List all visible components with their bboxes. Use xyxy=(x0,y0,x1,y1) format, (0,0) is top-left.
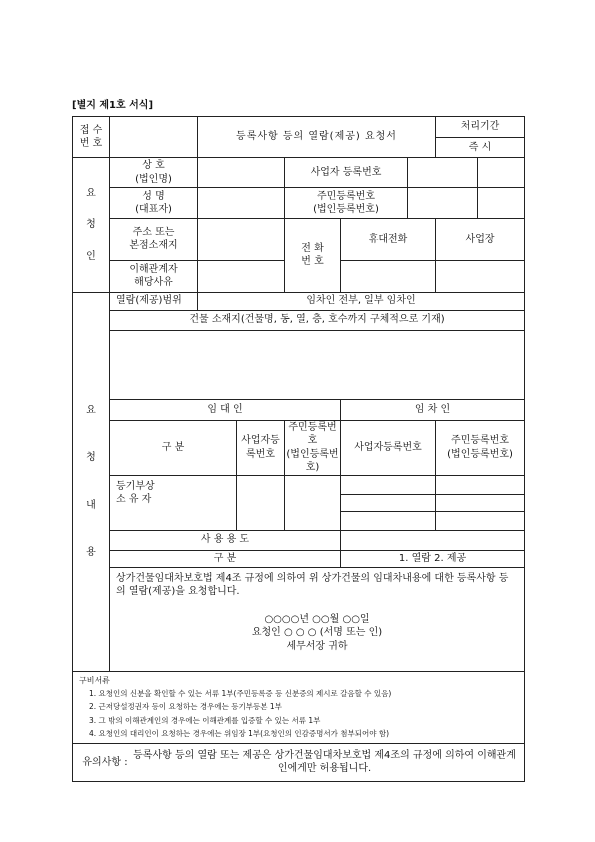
statement-date: ○○○○년 ○○월 ○○일 xyxy=(264,613,370,625)
name-field[interactable] xyxy=(198,188,285,219)
lessee-biz-reg-no-field-3[interactable] xyxy=(341,511,436,530)
registered-owner-line1: 등기부상 xyxy=(116,480,155,492)
receipt-no-label-line2: 번 호 xyxy=(79,138,103,149)
notice-label: 유의사항 : xyxy=(82,756,128,768)
building-location-label: 건물 소재지(건물명, 동, 열, 층, 호수까지 구체적으로 기재) xyxy=(110,310,525,330)
required-documents xyxy=(73,671,525,743)
receipt-no-field[interactable] xyxy=(110,117,198,158)
business-place-label: 사업장 xyxy=(436,219,525,261)
requester-section-label xyxy=(73,158,110,293)
name-line1: 성 명 xyxy=(142,190,165,202)
phone-label xyxy=(285,219,341,293)
lessee-res-reg-no-field-3[interactable] xyxy=(436,511,525,530)
usage-label: 사 용 용 도 xyxy=(110,530,341,550)
business-reg-no-field[interactable] xyxy=(408,158,478,188)
mobile-label: 휴대전화 xyxy=(341,219,436,261)
requester-char-3: 인 xyxy=(86,250,96,262)
registered-owner-line2: 소 유 자 xyxy=(116,494,152,505)
form-label: [별지 제1호 서식] xyxy=(72,100,154,111)
phone-line1: 전 화 xyxy=(301,242,324,254)
required-document-item: 1. 요청인의 신분을 확인할 수 있는 서류 1부(주민등록증 등 신분증의 제시로 갈음할 수 있음) xyxy=(89,689,392,699)
requester-char-1: 요 xyxy=(86,187,96,199)
lessee-biz-reg-no-header: 사업자등록번호 xyxy=(341,420,436,475)
statement-addressee: 세무서장 귀하 xyxy=(286,640,348,652)
required-document-item: 4. 요청인의 대리인이 요청하는 경우에는 위임장 1부(요청인의 인감증명서가 첨부되어야 함) xyxy=(89,728,390,738)
address-line1: 주소 또는 xyxy=(132,226,175,238)
lessee-biz-reg-no-field-2[interactable] xyxy=(341,494,436,511)
required-document-item: 3. 그 밖의 이해관계인의 경우에는 이해관계를 입증할 수 있는 서류 1부 xyxy=(89,715,321,725)
interested-party-label xyxy=(110,260,198,292)
type-value[interactable]: 1. 열람 2. 제공 xyxy=(341,550,525,567)
interested-party-line2: 해당사유 xyxy=(134,277,173,288)
resident-reg-no-extra[interactable] xyxy=(478,188,525,219)
form-title: 등록사항 등의 열람(제공) 요청서 xyxy=(198,117,436,158)
address-label xyxy=(110,219,198,261)
lessor-header: 임 대 인 xyxy=(110,399,341,420)
notice-text: 등록사항 등의 열람 또는 제공은 상가건물임대차보호법 제4조의 규정에 의하여 이해관계인에게만 허용됩니다. xyxy=(133,749,516,775)
name-label xyxy=(110,188,198,219)
lessee-res-reg-no-field-2[interactable] xyxy=(436,494,525,511)
resident-reg-no-line1: 주민등록번호 xyxy=(317,190,375,202)
statement-signer[interactable]: 요청인 ○ ○ ○ (서명 또는 인) xyxy=(251,627,383,638)
resident-reg-no-label xyxy=(285,188,408,219)
statement-text: 상가건물임대차보호법 제4조 규정에 의하여 위 상가건물의 임대차내용에 대한 등록사항 등의 열람(제공)을 요청합니다. xyxy=(116,572,509,597)
type-label: 구 분 xyxy=(110,550,341,567)
resident-reg-no-field[interactable] xyxy=(408,188,478,219)
address-field[interactable] xyxy=(198,219,285,261)
request-statement xyxy=(110,567,525,671)
request-content-section-label xyxy=(73,292,110,671)
lessor-res-reg-no-header xyxy=(285,420,341,475)
business-reg-no-extra[interactable] xyxy=(478,158,525,188)
lessee-header: 임 차 인 xyxy=(341,399,525,420)
lessee-res-reg-line2: (법인등록번호) xyxy=(447,448,513,460)
lessor-res-reg-no-field[interactable] xyxy=(285,475,341,530)
trade-name-line2: (법인명) xyxy=(135,173,172,185)
content-char-1: 요 xyxy=(86,404,96,416)
lessee-res-reg-no-field-1[interactable] xyxy=(436,475,525,494)
lessor-biz-reg-no-field[interactable] xyxy=(237,475,285,530)
business-reg-no-label: 사업자 등록번호 xyxy=(285,158,408,188)
name-line2: (대표자) xyxy=(135,204,172,215)
scope-value[interactable]: 임차인 전부, 일부 임차인 xyxy=(198,292,525,310)
required-document-item: 2. 근저당설정권자 등이 요청하는 경우에는 등기부등본 1부 xyxy=(89,702,282,712)
building-location-field[interactable] xyxy=(110,330,525,399)
content-char-4: 용 xyxy=(86,547,96,558)
address-line2: 본점소재지 xyxy=(129,240,178,252)
lessee-res-reg-line1: 주민등록번호 xyxy=(451,435,509,446)
requester-char-2: 청 xyxy=(86,219,96,230)
resident-reg-no-line2: (법인등록번호) xyxy=(313,204,379,215)
trade-name-label xyxy=(110,158,198,188)
category-header: 구 분 xyxy=(110,420,237,475)
interested-party-line1: 이해관계자 xyxy=(129,263,178,275)
processing-period-value: 즉 시 xyxy=(436,138,525,158)
notice xyxy=(73,743,525,781)
receipt-no-label xyxy=(73,117,110,158)
usage-field[interactable] xyxy=(341,530,525,550)
request-form xyxy=(72,116,525,782)
required-documents-title: 구비서류 xyxy=(79,675,110,685)
scope-label: 열람(제공)범위 xyxy=(110,292,198,310)
interested-party-field[interactable] xyxy=(198,260,285,292)
content-char-3: 내 xyxy=(86,499,96,511)
lessor-res-reg-line2: (법인등록번호) xyxy=(286,448,339,473)
receipt-no-label-line1: 접 수 xyxy=(79,124,103,136)
content-char-2: 청 xyxy=(86,452,96,463)
lessee-res-reg-no-header xyxy=(436,420,525,475)
processing-period-label: 처리기간 xyxy=(436,117,525,138)
lessor-res-reg-line1: 주민등록번호 xyxy=(288,421,337,446)
registered-owner-label xyxy=(110,475,237,530)
trade-name-line1: 상 호 xyxy=(142,160,165,171)
mobile-field[interactable] xyxy=(341,260,436,292)
lessee-biz-reg-no-field-1[interactable] xyxy=(341,475,436,494)
lessor-biz-reg-no-header: 사업자등록번호 xyxy=(237,420,285,475)
trade-name-field[interactable] xyxy=(198,158,285,188)
business-place-phone-field[interactable] xyxy=(436,260,525,292)
phone-line2: 번 호 xyxy=(301,256,324,268)
